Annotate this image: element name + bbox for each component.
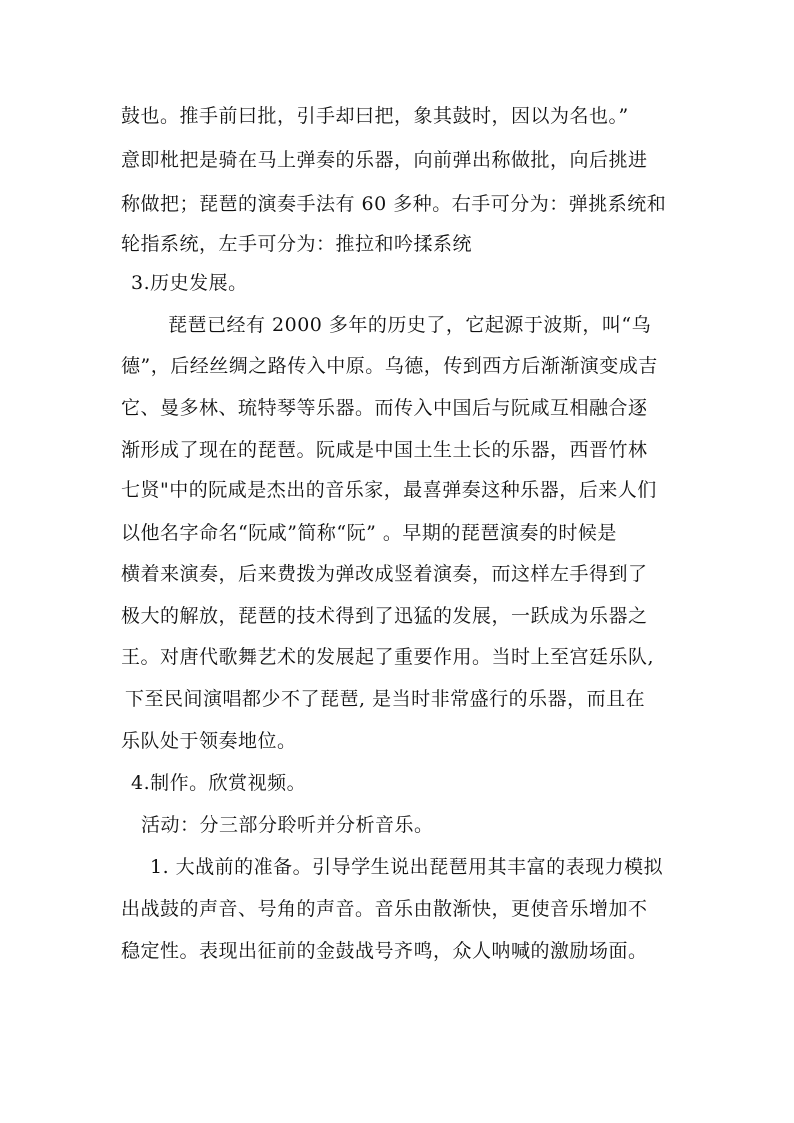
text-line: 称做把；琵琶的演奏手法有 60 多种。右手可分为：弹挑系统和	[121, 193, 667, 215]
text-line: 下至民间演唱都少不了琵琶, 是当时非常盛行的乐器，而且在	[125, 688, 646, 710]
text-line: 乐队处于领奏地位。	[121, 730, 297, 752]
text-line: 意即枇把是骑在马上弹奏的乐器，向前弹出称做批，向后挑进	[121, 149, 648, 171]
text-line: 以他名字命名“阮咸”简称“阮” 。早期的琵琶演奏的时候是	[121, 522, 617, 544]
text-line: 七贤"中的阮咸是杰出的音乐家，最喜弹奏这种乐器，后来人们	[121, 479, 657, 501]
text-line: 渐形成了现在的琵琶。阮咸是中国土生土长的乐器，西晋竹林	[121, 439, 648, 461]
text-line: 出战鼓的声音、号角的声音。音乐由散渐快，更使音乐增加不	[121, 898, 648, 920]
list-item-first-line: 1. 大战前的准备。引导学生说出琵琶用其丰富的表现力模拟	[150, 856, 664, 878]
text-line: 鼓也。推手前曰批，引手却曰把，象其鼓时，因以为名也。”	[121, 105, 629, 127]
text-line: 它、曼多林、琉特琴等乐器。而传入中国后与阮咸互相融合逐	[121, 397, 648, 419]
text-line: 德”，后经丝绸之路传入中原。乌德，传到西方后渐渐演变成吉	[121, 355, 658, 377]
activity-line: 活动：分三部分聆听并分析音乐。	[141, 814, 434, 836]
text-line: 极大的解放，琵琶的技术得到了迅猛的发展，一跃成为乐器之	[121, 605, 648, 627]
text-line: 横着来演奏，后来费拨为弹改成竖着演奏，而这样左手得到了	[121, 563, 648, 585]
text-line: 王。对唐代歌舞艺术的发展起了重要作用。当时上至宫廷乐队,	[121, 646, 655, 668]
text-line: 稳定性。表现出征前的金鼓战号齐鸣，众人呐喊的激励场面。	[121, 940, 648, 962]
section-heading: 4.制作。欣赏视频。	[131, 772, 307, 794]
text-line: 轮指系统，左手可分为：推拉和吟揉系统	[121, 233, 473, 255]
paragraph-first-line: 琵琶已经有 2000 多年的历史了，它起源于波斯，叫“乌	[168, 314, 652, 336]
section-heading: 3.历史发展。	[131, 272, 248, 294]
